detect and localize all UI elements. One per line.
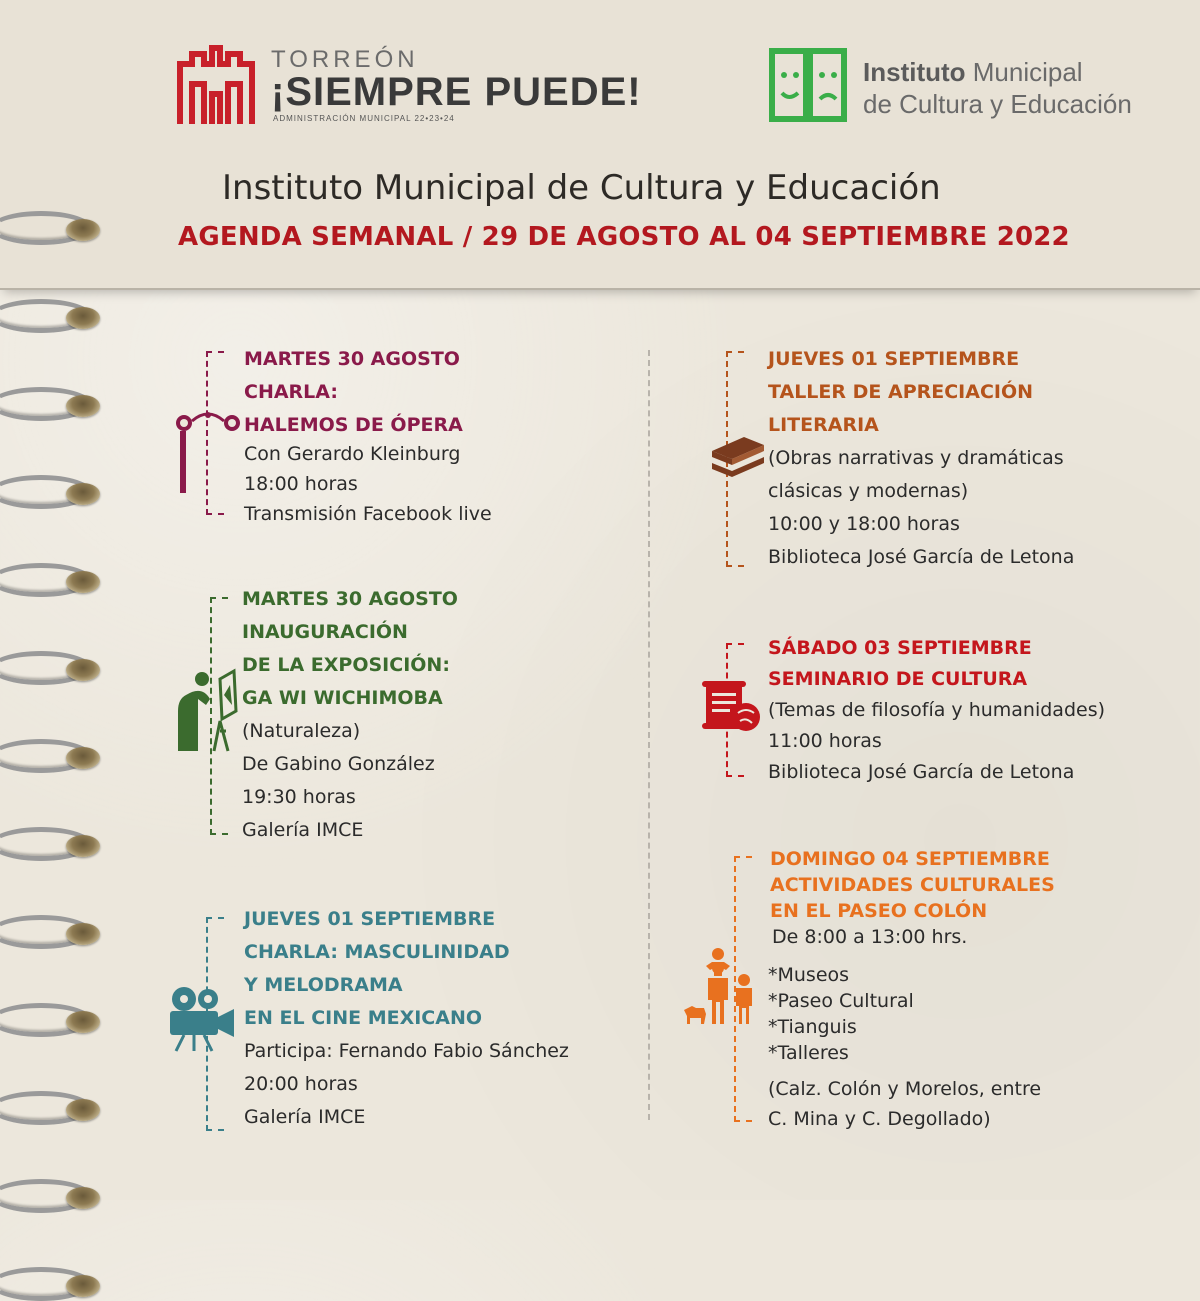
activity-item: *Talleres [768, 1042, 849, 1064]
spiral-ring [0, 557, 110, 597]
event-heading-title: EN EL PASEO COLÓN [770, 900, 988, 922]
theater-masks-book-icon [768, 45, 848, 125]
activity-item: *Paseo Cultural [768, 990, 914, 1012]
spiral-ring [0, 1261, 110, 1301]
ring-hole [66, 395, 100, 417]
event-heading-title: SEMINARIO DE CULTURA [768, 668, 1028, 690]
ring-hole [66, 835, 100, 857]
event-heading-date: MARTES 30 AGOSTO [242, 588, 458, 610]
event-time: 20:00 horas [244, 1073, 358, 1095]
event-description-line1: (Obras narrativas y dramáticas [768, 447, 1064, 469]
torreon-wordmark: TORREÓN [271, 46, 419, 73]
event-presenter: Con Gerardo Kleinburg [244, 443, 461, 465]
event-time: 10:00 y 18:00 horas [768, 513, 960, 535]
ring-hole [66, 483, 100, 505]
event-location-line1: (Calz. Colón y Morelos, entre [768, 1078, 1042, 1100]
spiral-ring [0, 1173, 110, 1213]
column-divider [648, 350, 650, 1120]
opera-glasses-icon [170, 407, 250, 497]
event-heading-title: EN EL CINE MEXICANO [244, 1007, 483, 1029]
event-heading-title: LITERARIA [768, 414, 879, 436]
slogan-wordmark: ¡SIEMPRE PUEDE! [271, 70, 642, 114]
event-venue: Transmisión Facebook live [244, 503, 492, 525]
books-icon [708, 431, 768, 481]
ring-hole [66, 1011, 100, 1033]
spiral-binding [0, 0, 120, 1200]
event-time: 18:00 horas [244, 473, 358, 495]
family-dog-icon [682, 940, 762, 1030]
event-description-line2: clásicas y modernas) [768, 480, 969, 502]
event-venue: Biblioteca José García de Letona [768, 761, 1075, 783]
event-heading-sub: DE LA EXPOSICIÓN: [242, 654, 450, 676]
spiral-ring [0, 293, 110, 333]
event-time: 19:30 horas [242, 786, 356, 808]
event-heading-date: SÁBADO 03 SEPTIEMBRE [768, 637, 1032, 659]
event-description: (Temas de filosofía y humanidades) [768, 699, 1106, 721]
spiral-ring [0, 997, 110, 1037]
page-subtitle: AGENDA SEMANAL / 29 DE AGOSTO AL 04 SEPTIEMBRE 2022 [178, 222, 1070, 252]
event-venue: Galería IMCE [242, 819, 364, 841]
event-heading-title: HALEMOS DE ÓPERA [244, 414, 463, 436]
spiral-ring [0, 381, 110, 421]
ring-hole [66, 1187, 100, 1209]
event-heading-sub: Y MELODRAMA [244, 974, 403, 996]
event-location-line2: C. Mina y C. Degollado) [768, 1108, 991, 1130]
page-title: Instituto Municipal de Cultura y Educación [222, 168, 941, 208]
spiral-ring [0, 909, 110, 949]
imce-name-line2: de Cultura y Educación [863, 89, 1132, 119]
event-heading-type: TALLER DE APRECIACIÓN [768, 381, 1034, 403]
ring-hole [66, 1099, 100, 1121]
event-presenter: Participa: Fernando Fabio Sánchez [244, 1040, 569, 1062]
event-heading-title: GA WI WICHIMOBA [242, 687, 443, 709]
film-camera-icon [164, 985, 244, 1055]
event-schedule: De 8:00 a 13:00 hrs. [772, 926, 968, 948]
ring-hole [66, 307, 100, 329]
scroll-brain-icon [702, 679, 766, 735]
torreon-logo [176, 44, 646, 128]
ring-hole [66, 1275, 100, 1297]
spiral-ring [0, 645, 110, 685]
activity-item: *Tianguis [768, 1016, 857, 1038]
event-presenter: De Gabino González [242, 753, 435, 775]
event-heading-type: INAUGURACIÓN [242, 621, 408, 643]
ring-hole [66, 747, 100, 769]
spiral-ring [0, 469, 110, 509]
imce-logo [768, 45, 1148, 125]
spiral-ring [0, 733, 110, 773]
event-time: 11:00 horas [768, 730, 882, 752]
imce-name-line1: Instituto Municipal [863, 57, 1083, 87]
castle-icon [176, 44, 256, 128]
spiral-ring [0, 1085, 110, 1125]
activity-item: *Museos [768, 964, 850, 986]
event-venue: Biblioteca José García de Letona [768, 546, 1075, 568]
event-heading-type: ACTIVIDADES CULTURALES [770, 874, 1055, 896]
administration-label: ADMINISTRACIÓN MUNICIPAL 22•23•24 [273, 114, 455, 123]
event-heading-type: CHARLA: [244, 381, 338, 403]
event-heading-type: CHARLA: MASCULINIDAD [244, 941, 510, 963]
event-venue: Galería IMCE [244, 1106, 366, 1128]
ring-hole [66, 923, 100, 945]
event-subtitle: (Naturaleza) [242, 720, 361, 742]
event-heading-date: JUEVES 01 SEPTIEMBRE [244, 908, 496, 930]
ring-hole [66, 571, 100, 593]
event-heading-date: JUEVES 01 SEPTIEMBRE [768, 348, 1020, 370]
event-heading-date: DOMINGO 04 SEPTIEMBRE [770, 848, 1050, 870]
spiral-ring [0, 205, 110, 245]
spiral-ring [0, 821, 110, 861]
event-heading-date: MARTES 30 AGOSTO [244, 348, 460, 370]
ring-hole [66, 659, 100, 681]
ring-hole [66, 219, 100, 241]
